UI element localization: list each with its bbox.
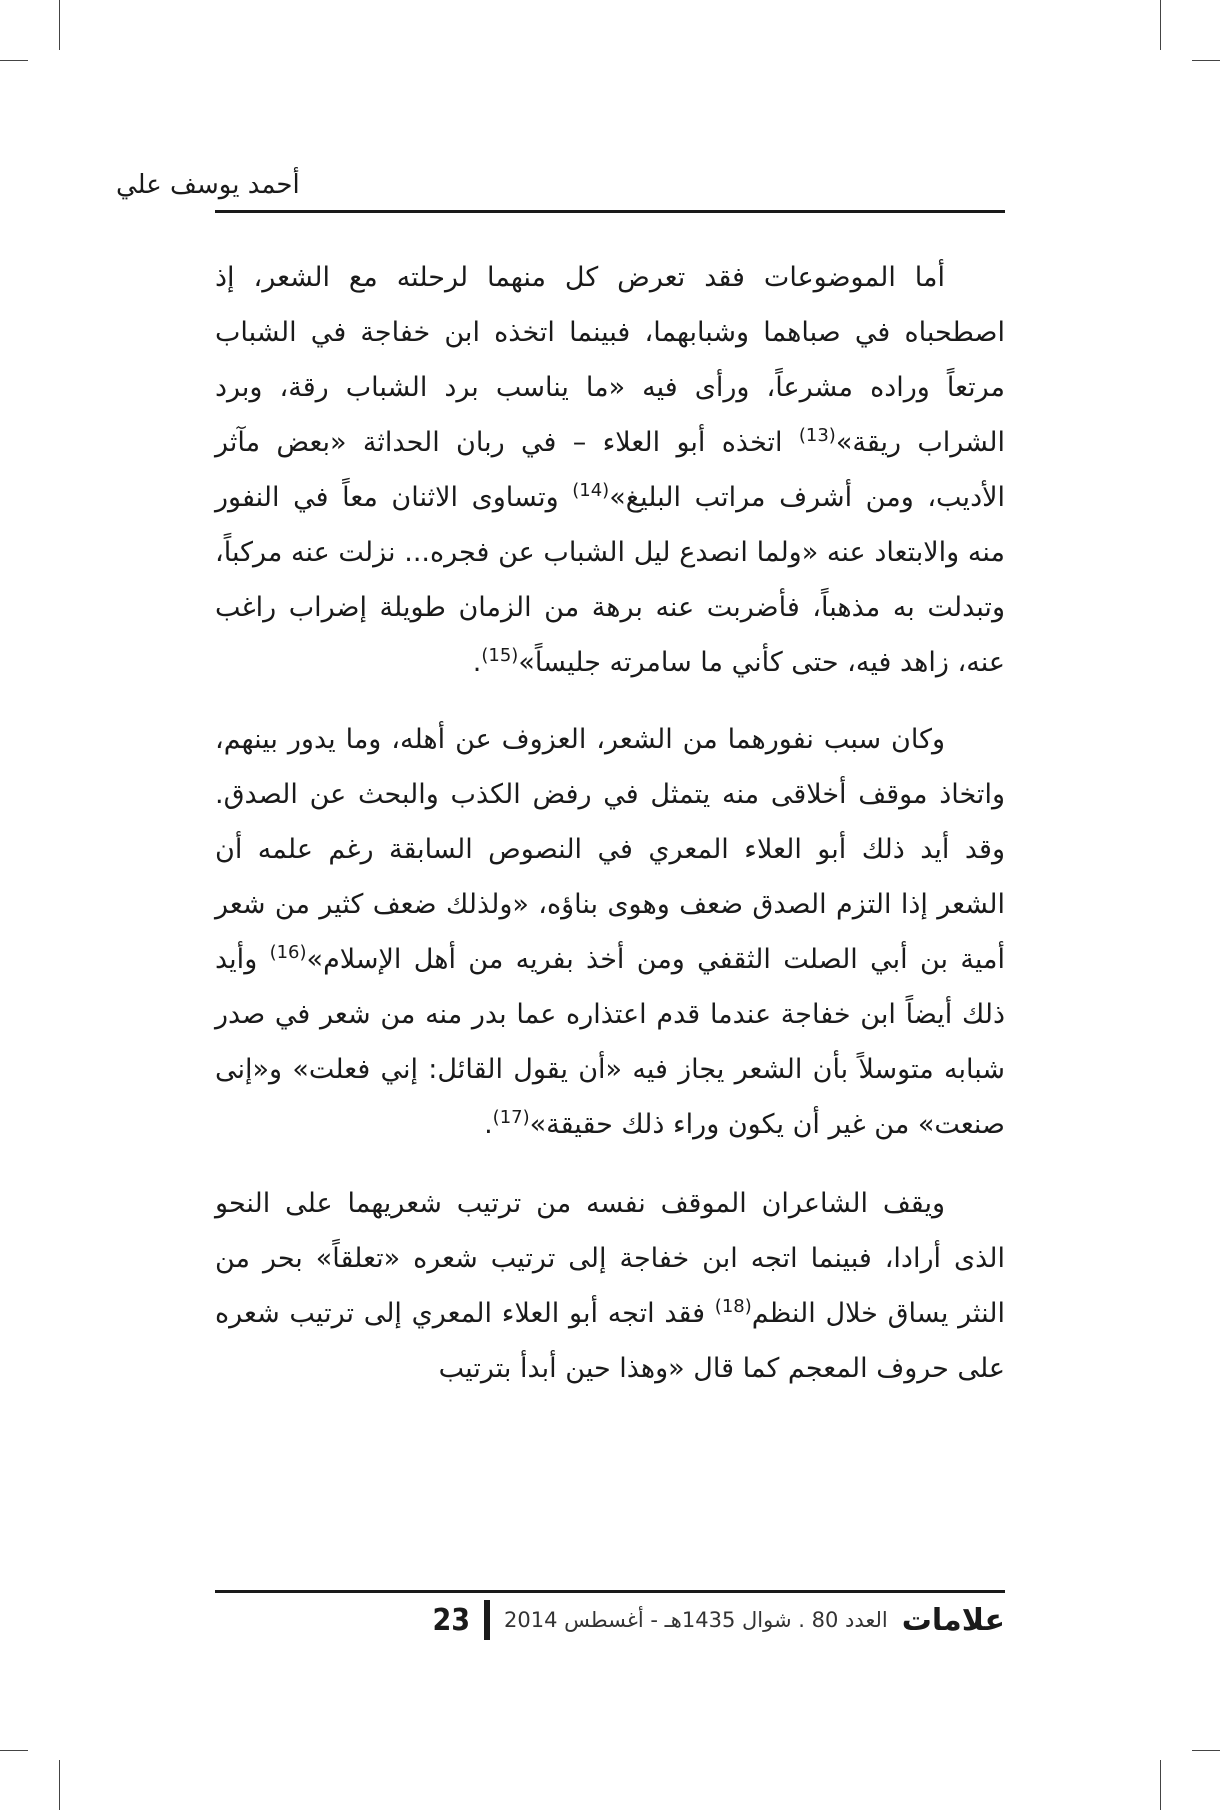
footer-rule	[215, 1590, 1005, 1593]
paragraph-1: أما الموضوعات فقد تعرض كل منهما لرحلته مع الشعر، إذ اصطحباه في صباهما وشبابهما، فبينما اتخذه ابن خفاجة في الشباب مرتعاً وراده مشرعاً، ورأى فيه «ما يناسب برد الشباب رقة، وبرد الشراب ريقة»$^{(13)}$ اتخذه أبو العلاء – في ربان الحداثة «بعض مآثر الأديب، ومن أشرف مراتب البليغ»$^{(14)}$ وتساوى الاثنان معاً في النفور منه والابتعاد عنه «ولما انصدع ليل الشباب عن فجره... نزلت عنه مركباً، وتبدلت به مذهباً، فأضربت عنه برهة من الزمان طويلة إضراب راغب عنه، زاهد فيه، حتى كأني ما سامرته جليساً»$^{(15)}$.	[215, 262, 1005, 678]
header-rule	[215, 210, 1005, 213]
footnote-ref: (15)	[481, 645, 519, 666]
crop-mark	[1192, 60, 1220, 61]
footnote-ref: (14)	[572, 480, 610, 501]
journal-logo: علامات	[901, 1602, 1005, 1638]
page-footer	[215, 1596, 1005, 1644]
crop-mark	[59, 0, 60, 50]
page-number: 23	[432, 1602, 471, 1638]
paragraph-3: ويقف الشاعران الموقف نفسه من ترتيب شعريهما على النحو الذى أرادا، فبينما اتجه ابن خفاجة إلى ترتيب شعره «تعلقاً» بحر من النثر يساق خلال النظم$^{(18)}$ فقد اتجه أبو العلاء المعري إلى ترتيب شعره على حروف المعجم كما قال «وهذا حين أبدأ بترتيب	[215, 1188, 1005, 1384]
crop-mark	[0, 1750, 28, 1751]
crop-mark	[1160, 0, 1161, 50]
running-header-author: أحمد يوسف علي	[116, 170, 300, 200]
article-body	[215, 250, 1005, 1416]
footnote-ref: (16)	[269, 942, 307, 963]
footnote-ref: (13)	[798, 425, 836, 446]
paragraph-2: وكان سبب نفورهما من الشعر، العزوف عن أهله، وما يدور بينهم، واتخاذ موقف أخلاقى منه يتمثل في رفض الكذب والبحث عن الصدق. وقد أيد ذلك أبو العلاء المعري في النصوص السابقة رغم علمه أن الشعر إذا التزم الصدق ضعف وهوى بناؤه، «ولذلك ضعف كثير من شعر أمية بن أبي الصلت الثقفي ومن أخذ بفريه من أهل الإسلام»$^{(16)}$ وأيد ذلك أيضاً ابن خفاجة عندما قدم اعتذاره عما بدر منه من شعر في صدر شبابه متوسلاً بأن الشعر يجاز فيه «أن يقول القائل: إني فعلت» و«إنى صنعت» من غير أن يكون وراء ذلك حقيقة»$^{(17)}$.	[215, 724, 1006, 1140]
issue-info: العدد 80 . شوال 1435هـ - أغسطس 2014	[504, 1608, 888, 1632]
crop-mark	[1160, 1760, 1161, 1810]
footnote-ref: (17)	[492, 1107, 530, 1128]
footnote-ref: (18)	[714, 1296, 752, 1317]
crop-mark	[0, 60, 28, 61]
crop-mark	[1192, 1750, 1220, 1751]
crop-mark	[59, 1760, 60, 1810]
footer-divider	[484, 1600, 490, 1640]
